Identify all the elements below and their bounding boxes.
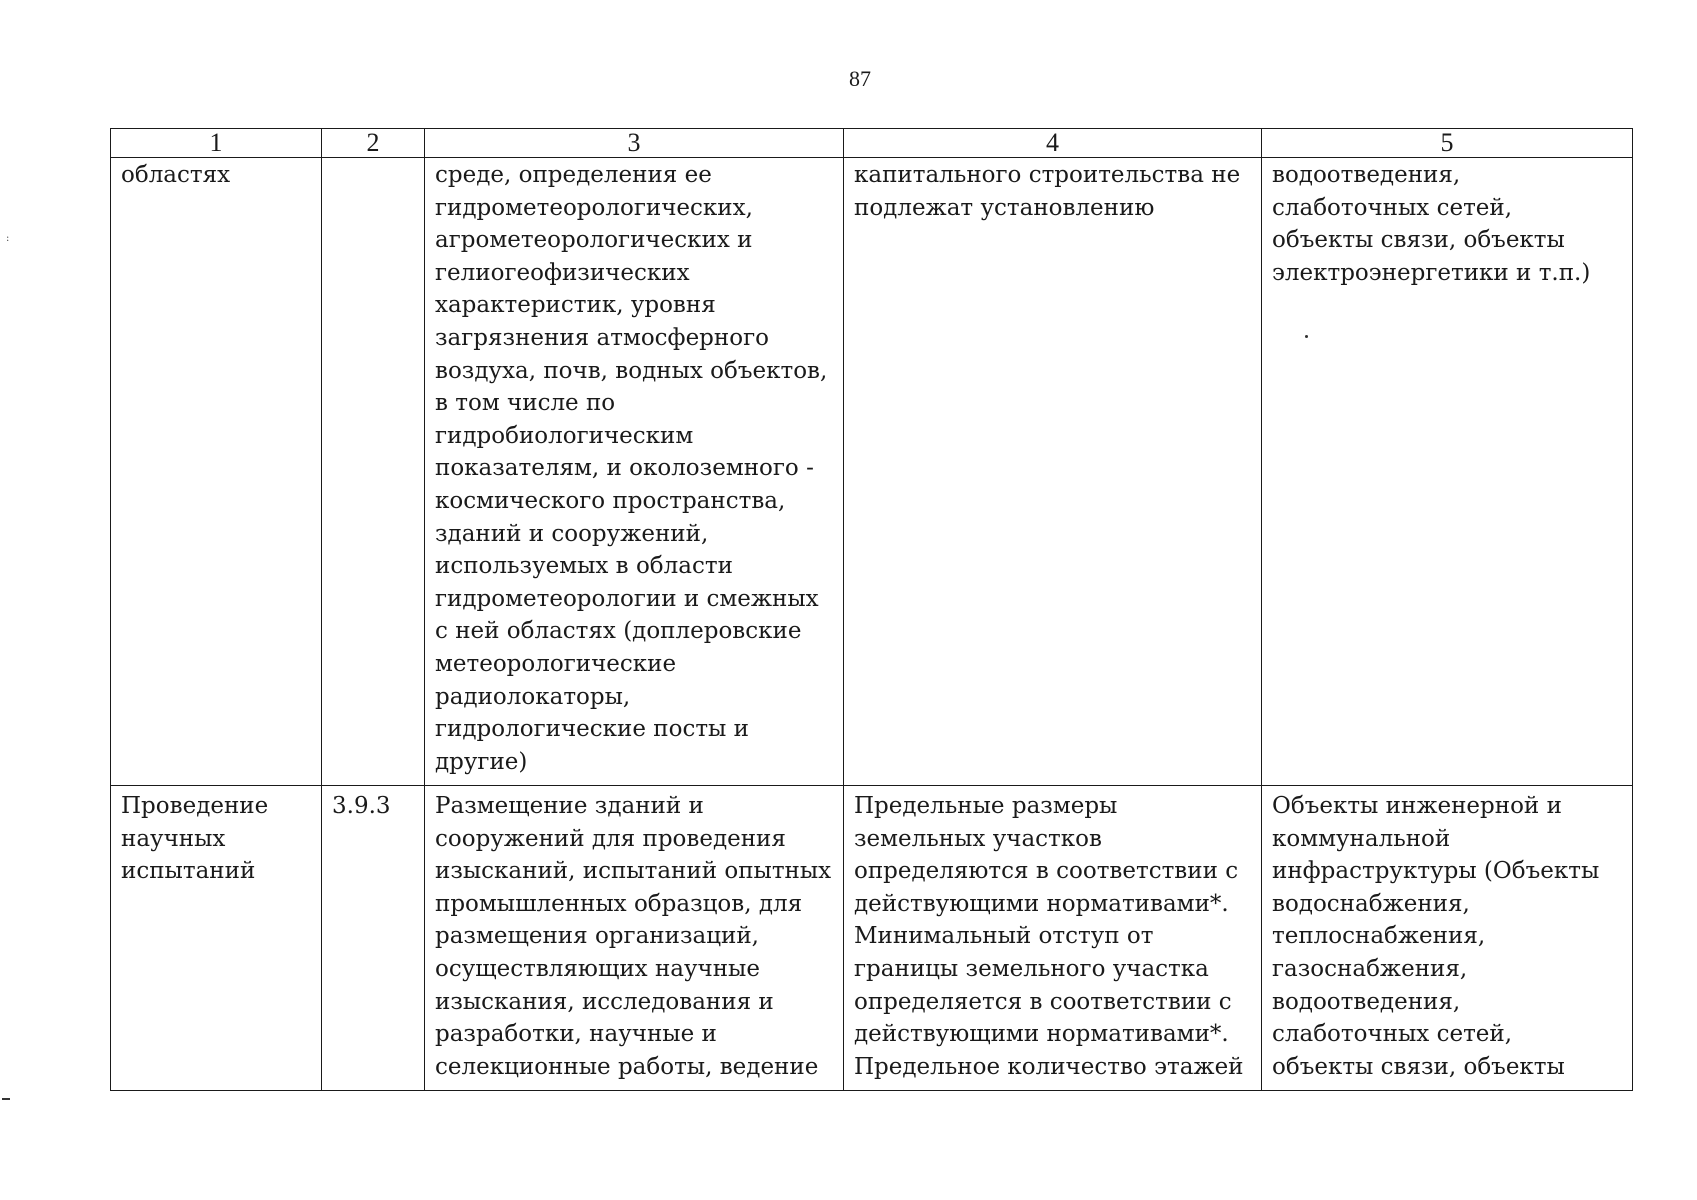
header-cell-1: 1 — [111, 129, 322, 158]
header-cell-2: 2 — [322, 129, 425, 158]
land-use-name-cell: Проведение научных испытаний — [111, 786, 322, 1091]
table-header-row — [111, 129, 1633, 158]
page-number: 87 — [849, 66, 871, 91]
table-row — [111, 158, 1633, 786]
description-cell: среде, определения ее гидрометеорологических, агрометеорологических и гелиогеофизических характеристик, уровня загрязнения атмосферного воздуха, почв, водных объектов, в том числе по гидробиологическим показателям, и околоземного - космического пространства, зданий и сооружений, используемых в области гидрометеорологии и смежных с ней областях (доплеровские метеорологические радиолокаторы, гидрологические посты и другие) — [425, 158, 844, 786]
scan-margin-mark: : — [6, 233, 10, 244]
code-cell: 3.9.3 — [322, 786, 425, 1091]
parameters-cell: Предельные размеры земельных участков определяются в соответствии с действующими нормативами*. Минимальный отступ от границы земельного участка определяется в соответствии с действующими нормативами*. Предельное количество этажей — [844, 786, 1262, 1091]
infrastructure-cell: водоотведения, слаботочных сетей, объекты связи, объекты электроэнергетики и т.п.) — [1262, 158, 1633, 786]
header-cell-3: 3 — [425, 129, 844, 158]
scan-edge-mark — [2, 1098, 10, 1100]
code-cell — [322, 158, 425, 786]
header-cell-5: 5 — [1262, 129, 1633, 158]
header-cell-4: 4 — [844, 129, 1262, 158]
land-use-name-cell: областях — [111, 158, 322, 786]
parameters-cell: капитального строительства не подлежат установлению — [844, 158, 1262, 786]
scan-speck — [1305, 335, 1308, 338]
description-cell: Размещение зданий и сооружений для проведения изысканий, испытаний опытных промышленных образцов, для размещения организаций, осуществляющих научные изыскания, исследования и разработки, научные и селекционные работы, ведение — [425, 786, 844, 1091]
regulations-table — [110, 128, 1633, 1091]
infrastructure-cell: Объекты инженерной и коммунальной инфраструктуры (Объекты водоснабжения, теплоснабжения, газоснабжения, водоотведения, слаботочных сетей, объекты связи, объекты — [1262, 786, 1633, 1091]
table-row — [111, 786, 1633, 1091]
